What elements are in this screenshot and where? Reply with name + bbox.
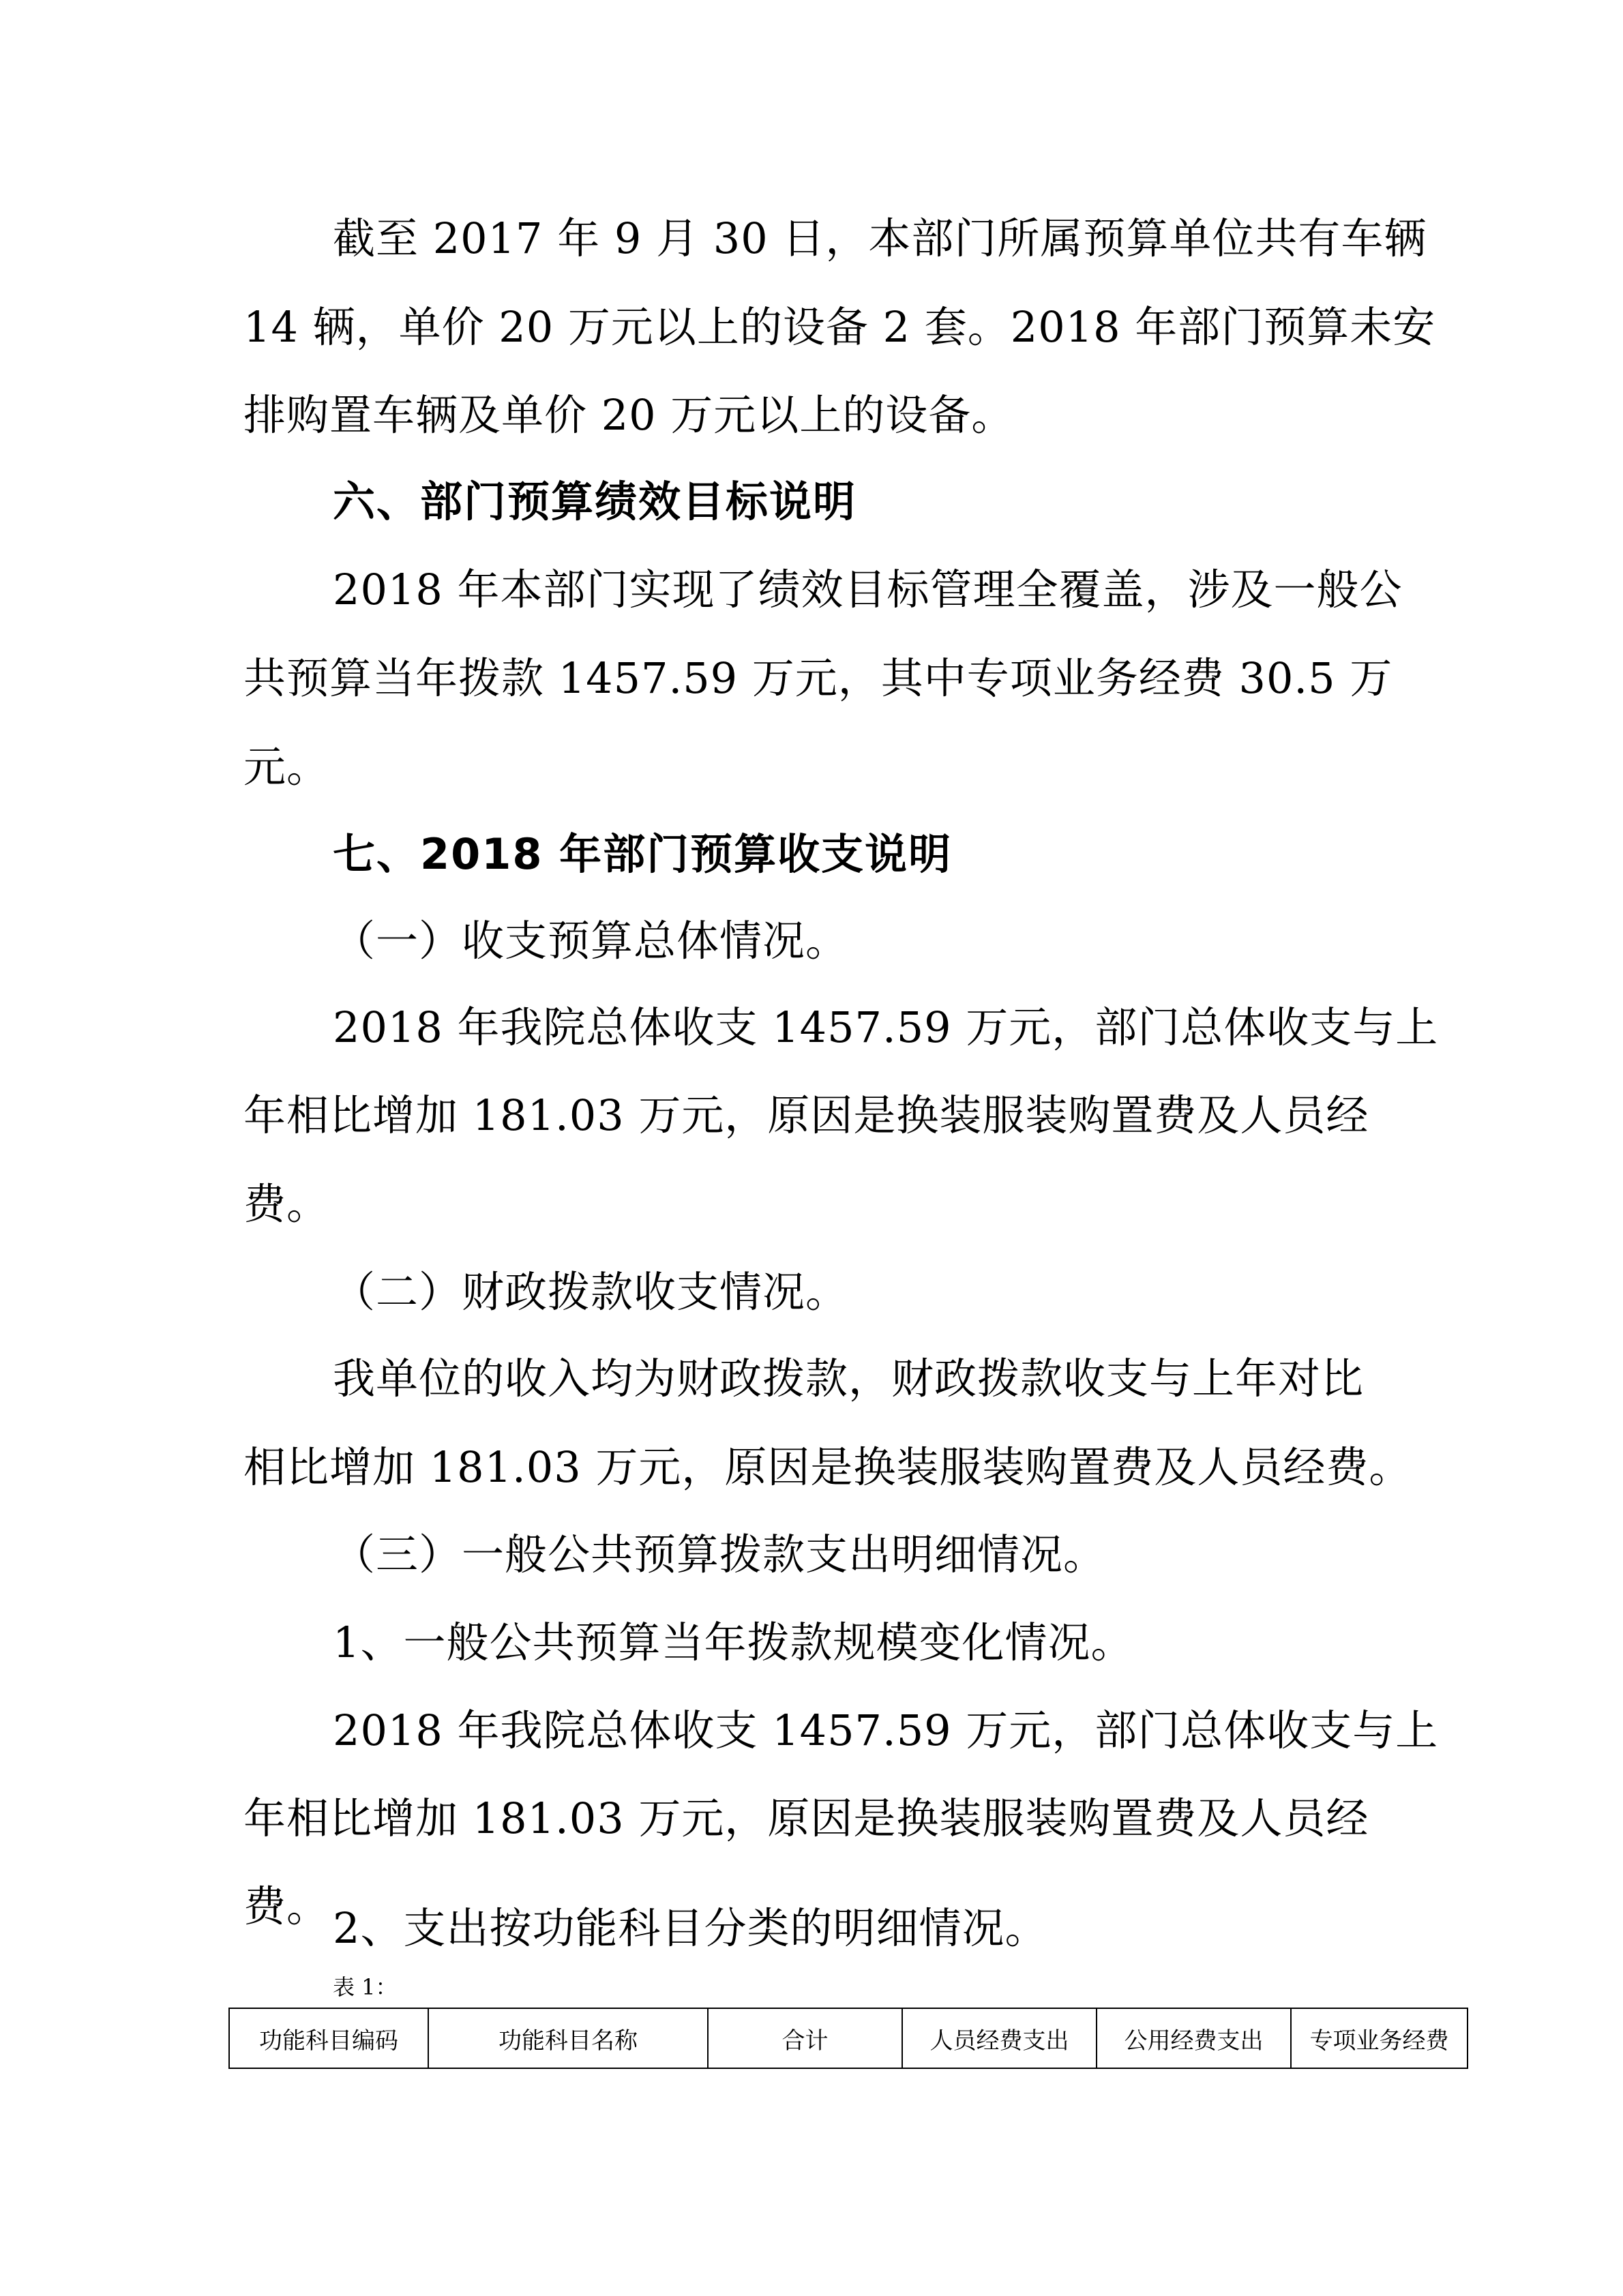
table-header-cell: 功能科目编码 — [229, 2008, 428, 2068]
paragraph-3-line-2: 年相比增加 181.03 万元，原因是换装服装购置费及人员经 — [243, 1090, 1369, 1140]
paragraph-2-line-2: 共预算当年拨款 1457.59 万元，其中专项业务经费 30.5 万 — [243, 653, 1393, 703]
paragraph-1-line-1: 截至 2017 年 9 月 30 日，本部门所属预算单位共有车辆 — [333, 213, 1427, 263]
paragraph-4-line-1: 我单位的收入均为财政拨款，财政拨款收支与上年对比 — [333, 1354, 1365, 1403]
paragraph-4-line-2: 相比增加 181.03 万元，原因是换装服装购置费及人员经费。 — [243, 1442, 1412, 1492]
table-header-row — [229, 2008, 1468, 2068]
paragraph-2-line-1: 2018 年本部门实现了绩效目标管理全覆盖，涉及一般公 — [333, 565, 1403, 614]
section-heading-7: 七、2018 年部门预算收支说明 — [333, 829, 953, 879]
paragraph-2-line-3: 元。 — [243, 742, 330, 792]
paragraph-1-line-3: 排购置车辆及单价 20 万元以上的设备。 — [243, 390, 1015, 440]
table-header-cell: 人员经费支出 — [902, 2008, 1097, 2068]
paragraph-1-line-2: 14 辆，单价 20 万元以上的设备 2 套。2018 年部门预算未安 — [243, 302, 1436, 352]
table-header-cell: 专项业务经费 — [1291, 2008, 1468, 2068]
subsection-1-title: （一）收支预算总体情况。 — [333, 916, 849, 966]
subsection-4-title: 1、一般公共预算当年拨款规模变化情况。 — [333, 1617, 1134, 1667]
paragraph-3-line-3: 费。 — [243, 1179, 330, 1229]
paragraph-5-line-3: 费。 — [243, 1881, 330, 1931]
paragraph-5-line-1: 2018 年我院总体收支 1457.59 万元，部门总体收支与上 — [333, 1705, 1439, 1755]
subsection-2-title: （二）财政拨款收支情况。 — [333, 1267, 849, 1317]
subsection-5-title: 2、支出按功能科目分类的明细情况。 — [333, 1903, 1048, 1953]
subsection-3-title: （三）一般公共预算拨款支出明细情况。 — [333, 1530, 1107, 1579]
paragraph-3-line-1: 2018 年我院总体收支 1457.59 万元，部门总体收支与上 — [333, 1002, 1439, 1052]
paragraph-5-line-2: 年相比增加 181.03 万元，原因是换装服装购置费及人员经 — [243, 1793, 1369, 1843]
table-caption: 表 1： — [333, 1974, 398, 2000]
table-header-cell: 公用经费支出 — [1097, 2008, 1291, 2068]
table-header-cell: 合计 — [708, 2008, 902, 2068]
table-header-cell: 功能科目名称 — [428, 2008, 708, 2068]
function-subject-table — [228, 2008, 1467, 2069]
section-heading-6: 六、部门预算绩效目标说明 — [333, 477, 857, 526]
